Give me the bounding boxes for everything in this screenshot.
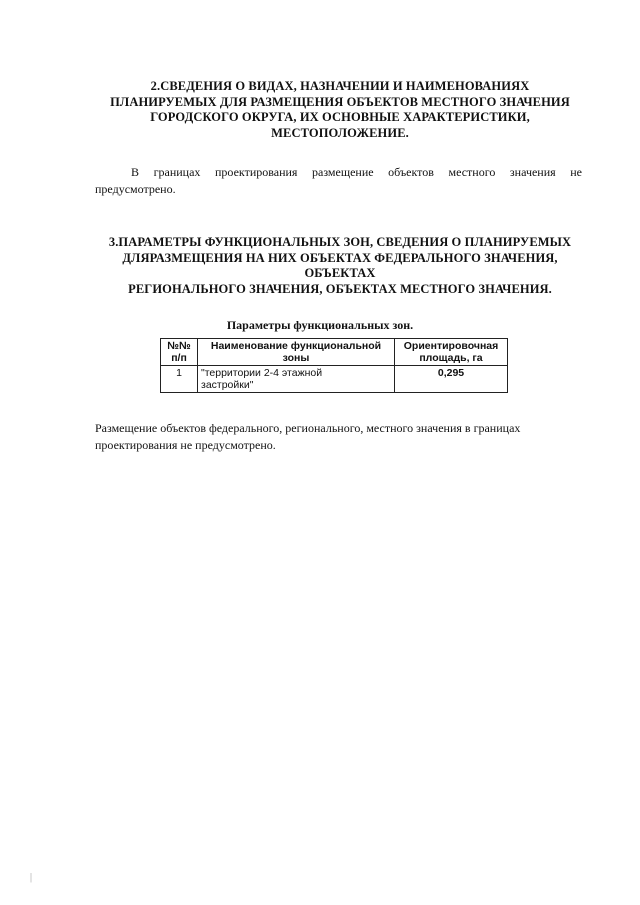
row-area: 0,295 bbox=[395, 366, 508, 393]
heading-line: МЕСТОПОЛОЖЕНИЕ. bbox=[271, 125, 409, 140]
paragraph-line: проектирования не предусмотрено. bbox=[95, 438, 276, 452]
paragraph-line: В границах проектирования размещение объектов местного значения не bbox=[131, 165, 582, 179]
header-num-line1: №№ bbox=[167, 340, 191, 352]
functional-zones-table bbox=[160, 338, 508, 393]
heading-line: ПЛАНИРУЕМЫХ ДЛЯ РАЗМЕЩЕНИЯ ОБЪЕКТОВ МЕСТНОГО ЗНАЧЕНИЯ bbox=[110, 94, 570, 109]
heading-line: ОБЪЕКТАХ bbox=[304, 266, 376, 280]
row-name-line2: застройки" bbox=[201, 379, 254, 391]
section-3-heading bbox=[90, 235, 590, 297]
paragraph-line: Размещение объектов федерального, регионального, местного значения в границах bbox=[95, 421, 521, 435]
header-area bbox=[395, 339, 508, 366]
row-name-line1: "территории 2-4 этажной bbox=[201, 367, 323, 379]
header-num-line2: п/п bbox=[171, 352, 187, 364]
heading-line: 2.СВЕДЕНИЯ О ВИДАХ, НАЗНАЧЕНИИ И НАИМЕНОВАНИЯХ bbox=[150, 79, 530, 93]
table-caption: Параметры функциональных зон. bbox=[226, 318, 414, 332]
page-mark: | bbox=[30, 872, 33, 883]
header-name-line2: зоны bbox=[282, 352, 310, 364]
section-2-paragraph bbox=[95, 164, 582, 198]
heading-line: РЕГИОНАЛЬНОГО ЗНАЧЕНИЯ, ОБЪЕКТАХ МЕСТНОГО ЗНАЧЕНИЯ. bbox=[128, 281, 552, 296]
paragraph-line: предусмотрено. bbox=[95, 182, 176, 196]
header-num bbox=[161, 339, 198, 366]
table-row bbox=[161, 366, 508, 393]
header-name-line1: Наименование функциональной bbox=[210, 340, 382, 352]
heading-line: ГОРОДСКОГО ОКРУГА, ИХ ОСНОВНЫЕ ХАРАКТЕРИСТИКИ, bbox=[150, 110, 530, 124]
heading-line: ДЛЯРАЗМЕЩЕНИЯ НА НИХ ОБЪЕКТАХ ФЕДЕРАЛЬНОГО ЗНАЧЕНИЯ, bbox=[122, 250, 558, 265]
header-area-line2: площадь, га bbox=[419, 352, 483, 364]
table-header-row bbox=[161, 339, 508, 366]
header-area-line1: Ориентировочная bbox=[403, 340, 499, 352]
section-2-heading bbox=[90, 79, 590, 141]
header-zone-name bbox=[198, 339, 395, 366]
row-num: 1 bbox=[161, 366, 198, 393]
section-3-paragraph bbox=[95, 420, 555, 454]
heading-line: 3.ПАРАМЕТРЫ ФУНКЦИОНАЛЬНЫХ ЗОН, СВЕДЕНИЯ О ПЛАНИРУЕМЫХ bbox=[108, 235, 572, 249]
row-zone-name bbox=[198, 366, 395, 393]
